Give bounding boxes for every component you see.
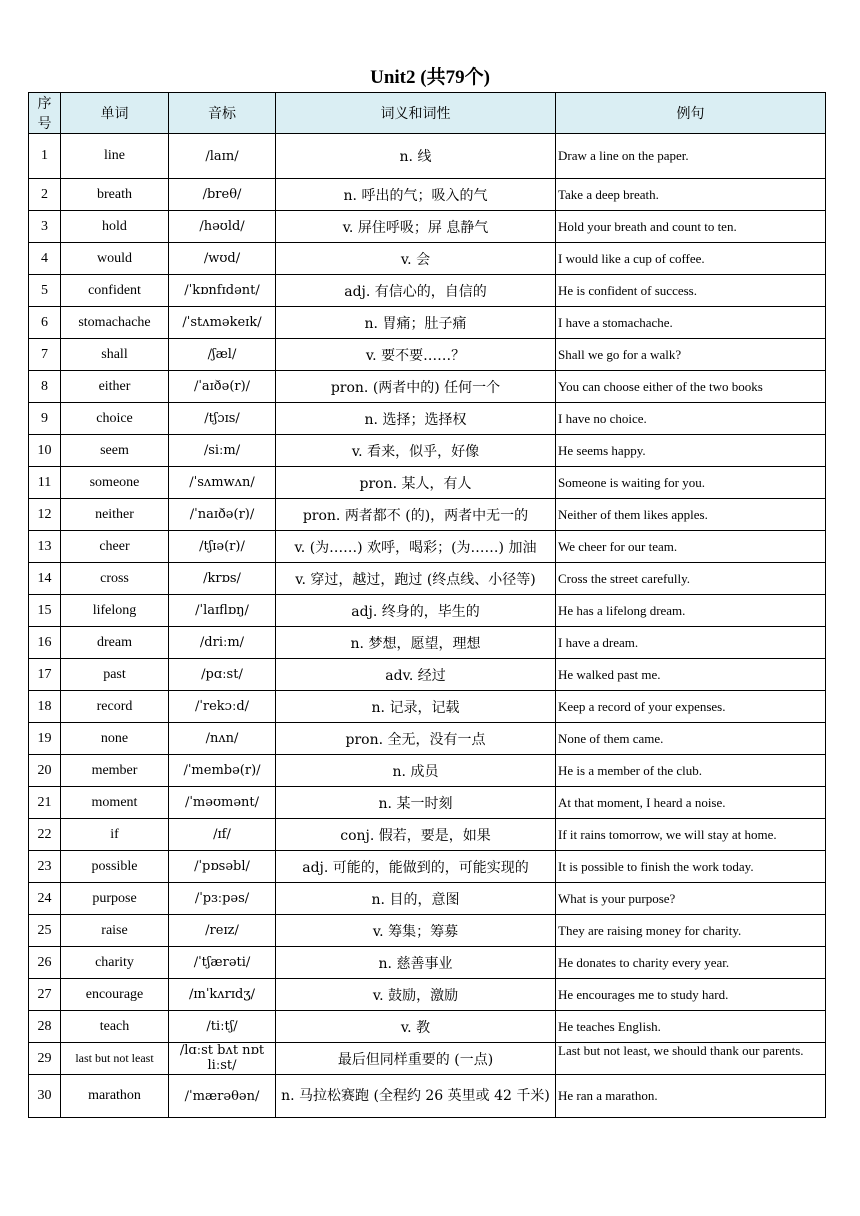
row-phonetic: /ɪf/ (169, 819, 276, 851)
table-row (29, 467, 826, 499)
row-number: 6 (29, 307, 61, 339)
row-word: last but not least (61, 1043, 169, 1075)
table-row (29, 179, 826, 211)
row-example: What is your purpose? (556, 883, 826, 915)
row-word: teach (61, 1011, 169, 1043)
row-example: He seems happy. (556, 435, 826, 467)
row-word: encourage (61, 979, 169, 1011)
row-example: I have a stomachache. (556, 307, 826, 339)
row-number: 7 (29, 339, 61, 371)
row-meaning: conj. 假若，要是，如果 (276, 819, 556, 851)
table-row (29, 563, 826, 595)
page-title: Unit2 (共79个) (370, 67, 490, 88)
row-meaning: n. 胃痛；肚子痛 (276, 307, 556, 339)
row-number: 16 (29, 627, 61, 659)
row-word: none (61, 723, 169, 755)
row-number: 18 (29, 691, 61, 723)
row-word: member (61, 755, 169, 787)
header-phonetic: 音标 (169, 93, 276, 134)
row-example: He encourages me to study hard. (556, 979, 826, 1011)
row-meaning: n. 记录，记载 (276, 691, 556, 723)
row-word: line (61, 134, 169, 179)
table-row (29, 627, 826, 659)
row-word: purpose (61, 883, 169, 915)
row-example: He teaches English. (556, 1011, 826, 1043)
row-meaning: adj. 有信心的，自信的 (276, 275, 556, 307)
row-word: either (61, 371, 169, 403)
row-example: Keep a record of your expenses. (556, 691, 826, 723)
row-number: 29 (29, 1043, 61, 1075)
table-row (29, 883, 826, 915)
row-example: I have a dream. (556, 627, 826, 659)
row-phonetic: /tʃɪə(r)/ (169, 531, 276, 563)
row-example: He has a lifelong dream. (556, 595, 826, 627)
row-meaning: v. 筹集；筹募 (276, 915, 556, 947)
row-number: 10 (29, 435, 61, 467)
header-example: 例句 (556, 93, 826, 134)
row-word: choice (61, 403, 169, 435)
row-phonetic: /lɑːst bʌt nɒt liːst/ (169, 1043, 276, 1075)
row-number: 22 (29, 819, 61, 851)
row-phonetic: /ˈtʃærəti/ (169, 947, 276, 979)
table-row (29, 819, 826, 851)
row-word: possible (61, 851, 169, 883)
row-word: cross (61, 563, 169, 595)
row-word: stomachache (61, 307, 169, 339)
row-word: seem (61, 435, 169, 467)
row-number: 19 (29, 723, 61, 755)
row-meaning: pron. (两者中的) 任何一个 (276, 371, 556, 403)
row-meaning: 最后但同样重要的 (一点) (276, 1043, 556, 1075)
row-meaning: n. 梦想，愿望，理想 (276, 627, 556, 659)
row-phonetic: /breθ/ (169, 179, 276, 211)
row-phonetic: /wʊd/ (169, 243, 276, 275)
row-meaning: v. 屏住呼吸；屏 息静气 (276, 211, 556, 243)
row-meaning: n. 马拉松赛跑 (全程约 26 英里或 42 千米) (276, 1075, 556, 1118)
table-row (29, 691, 826, 723)
row-example: He donates to charity every year. (556, 947, 826, 979)
row-phonetic: /ˈməʊmənt/ (169, 787, 276, 819)
row-example: At that moment, I heard a noise. (556, 787, 826, 819)
row-number: 24 (29, 883, 61, 915)
row-word: neither (61, 499, 169, 531)
table-row (29, 307, 826, 339)
table-row (29, 979, 826, 1011)
table-row (29, 787, 826, 819)
row-number: 4 (29, 243, 61, 275)
row-example: I have no choice. (556, 403, 826, 435)
row-meaning: n. 线 (276, 134, 556, 179)
row-word: raise (61, 915, 169, 947)
row-number: 21 (29, 787, 61, 819)
row-meaning: adv. 经过 (276, 659, 556, 691)
row-phonetic: /ˈnaɪðə(r)/ (169, 499, 276, 531)
row-example: He is confident of success. (556, 275, 826, 307)
row-number: 3 (29, 211, 61, 243)
table-row (29, 435, 826, 467)
row-phonetic: /laɪn/ (169, 134, 276, 179)
row-number: 26 (29, 947, 61, 979)
row-word: marathon (61, 1075, 169, 1118)
row-number: 8 (29, 371, 61, 403)
row-phonetic: /ʃæl/ (169, 339, 276, 371)
row-word: would (61, 243, 169, 275)
row-example: None of them came. (556, 723, 826, 755)
table-row (29, 947, 826, 979)
row-example: We cheer for our team. (556, 531, 826, 563)
row-meaning: n. 目的，意图 (276, 883, 556, 915)
table-row (29, 1075, 826, 1118)
row-number: 13 (29, 531, 61, 563)
row-example: Neither of them likes apples. (556, 499, 826, 531)
row-word: dream (61, 627, 169, 659)
table-row (29, 595, 826, 627)
table-row (29, 1043, 826, 1075)
row-number: 5 (29, 275, 61, 307)
row-word: record (61, 691, 169, 723)
row-phonetic: /pɑːst/ (169, 659, 276, 691)
table-row (29, 211, 826, 243)
row-example: Last but not least, we should thank our parents. (556, 1043, 826, 1075)
row-phonetic: /ˈstʌməkeɪk/ (169, 307, 276, 339)
row-phonetic: /ɪnˈkʌrɪdʒ/ (169, 979, 276, 1011)
row-meaning: adj. 终身的，毕生的 (276, 595, 556, 627)
row-example: Shall we go for a walk? (556, 339, 826, 371)
row-phonetic: /tʃɔɪs/ (169, 403, 276, 435)
row-example: I would like a cup of coffee. (556, 243, 826, 275)
row-example: It is possible to finish the work today. (556, 851, 826, 883)
row-number: 23 (29, 851, 61, 883)
table-row (29, 851, 826, 883)
table-row (29, 723, 826, 755)
row-meaning: v. 看来，似乎，好像 (276, 435, 556, 467)
row-phonetic: /ˈpɜːpəs/ (169, 883, 276, 915)
row-meaning: v. 穿过，越过，跑过 (终点线、小径等) (276, 563, 556, 595)
row-word: hold (61, 211, 169, 243)
header-number: 序号 (29, 93, 61, 134)
row-meaning: n. 慈善事业 (276, 947, 556, 979)
row-example: Cross the street carefully. (556, 563, 826, 595)
row-phonetic: /tiːtʃ/ (169, 1011, 276, 1043)
row-example: He walked past me. (556, 659, 826, 691)
table-row (29, 339, 826, 371)
row-meaning: v. 鼓励，激励 (276, 979, 556, 1011)
row-phonetic: /ˈlaɪflɒŋ/ (169, 595, 276, 627)
row-example: He ran a marathon. (556, 1075, 826, 1118)
row-word: confident (61, 275, 169, 307)
row-number: 17 (29, 659, 61, 691)
table-row (29, 659, 826, 691)
row-phonetic: /ˈpɒsəbl/ (169, 851, 276, 883)
row-number: 11 (29, 467, 61, 499)
row-number: 27 (29, 979, 61, 1011)
row-number: 20 (29, 755, 61, 787)
row-example: Hold your breath and count to ten. (556, 211, 826, 243)
row-example: Someone is waiting for you. (556, 467, 826, 499)
row-phonetic: /ˈmembə(r)/ (169, 755, 276, 787)
header-meaning: 词义和词性 (276, 93, 556, 134)
row-phonetic: /reɪz/ (169, 915, 276, 947)
row-word: past (61, 659, 169, 691)
table-row (29, 134, 826, 179)
row-phonetic: /nʌn/ (169, 723, 276, 755)
row-meaning: n. 呼出的气；吸入的气 (276, 179, 556, 211)
row-phonetic: /ˈsʌmwʌn/ (169, 467, 276, 499)
row-phonetic: /ˈmærəθən/ (169, 1075, 276, 1118)
row-phonetic: /ˈaɪðə(r)/ (169, 371, 276, 403)
table-row (29, 371, 826, 403)
row-phonetic: /ˈrekɔːd/ (169, 691, 276, 723)
row-meaning: pron. 某人，有人 (276, 467, 556, 499)
row-word: breath (61, 179, 169, 211)
row-example: If it rains tomorrow, we will stay at home. (556, 819, 826, 851)
row-example: Draw a line on the paper. (556, 134, 826, 179)
table-row (29, 915, 826, 947)
row-number: 28 (29, 1011, 61, 1043)
row-meaning: n. 选择；选择权 (276, 403, 556, 435)
row-word: cheer (61, 531, 169, 563)
row-number: 30 (29, 1075, 61, 1118)
row-number: 15 (29, 595, 61, 627)
row-phonetic: /ˈkɒnfɪdənt/ (169, 275, 276, 307)
table-header-row (29, 93, 826, 134)
row-number: 25 (29, 915, 61, 947)
row-meaning: v. (为……) 欢呼，喝彩；(为……) 加油 (276, 531, 556, 563)
row-phonetic: /siːm/ (169, 435, 276, 467)
table-row (29, 755, 826, 787)
row-number: 14 (29, 563, 61, 595)
table-row (29, 499, 826, 531)
row-example: Take a deep breath. (556, 179, 826, 211)
row-example: They are raising money for charity. (556, 915, 826, 947)
table-row (29, 243, 826, 275)
row-meaning: pron. 两者都不 (的)，两者中无一的 (276, 499, 556, 531)
row-word: if (61, 819, 169, 851)
row-word: charity (61, 947, 169, 979)
row-number: 1 (29, 134, 61, 179)
row-word: lifelong (61, 595, 169, 627)
table-row (29, 403, 826, 435)
table-row (29, 1011, 826, 1043)
row-word: moment (61, 787, 169, 819)
row-example: He is a member of the club. (556, 755, 826, 787)
row-meaning: n. 某一时刻 (276, 787, 556, 819)
vocabulary-table (28, 92, 826, 1118)
row-phonetic: /həʊld/ (169, 211, 276, 243)
row-meaning: v. 会 (276, 243, 556, 275)
row-number: 12 (29, 499, 61, 531)
row-example: You can choose either of the two books (556, 371, 826, 403)
header-word: 单词 (61, 93, 169, 134)
row-number: 2 (29, 179, 61, 211)
row-meaning: n. 成员 (276, 755, 556, 787)
row-phonetic: /driːm/ (169, 627, 276, 659)
row-meaning: pron. 全无，没有一点 (276, 723, 556, 755)
row-phonetic: /krɒs/ (169, 563, 276, 595)
row-meaning: v. 要不要……？ (276, 339, 556, 371)
row-word: someone (61, 467, 169, 499)
row-meaning: v. 教 (276, 1011, 556, 1043)
table-row (29, 275, 826, 307)
table-row (29, 531, 826, 563)
row-number: 9 (29, 403, 61, 435)
row-word: shall (61, 339, 169, 371)
row-meaning: adj. 可能的，能做到的，可能实现的 (276, 851, 556, 883)
